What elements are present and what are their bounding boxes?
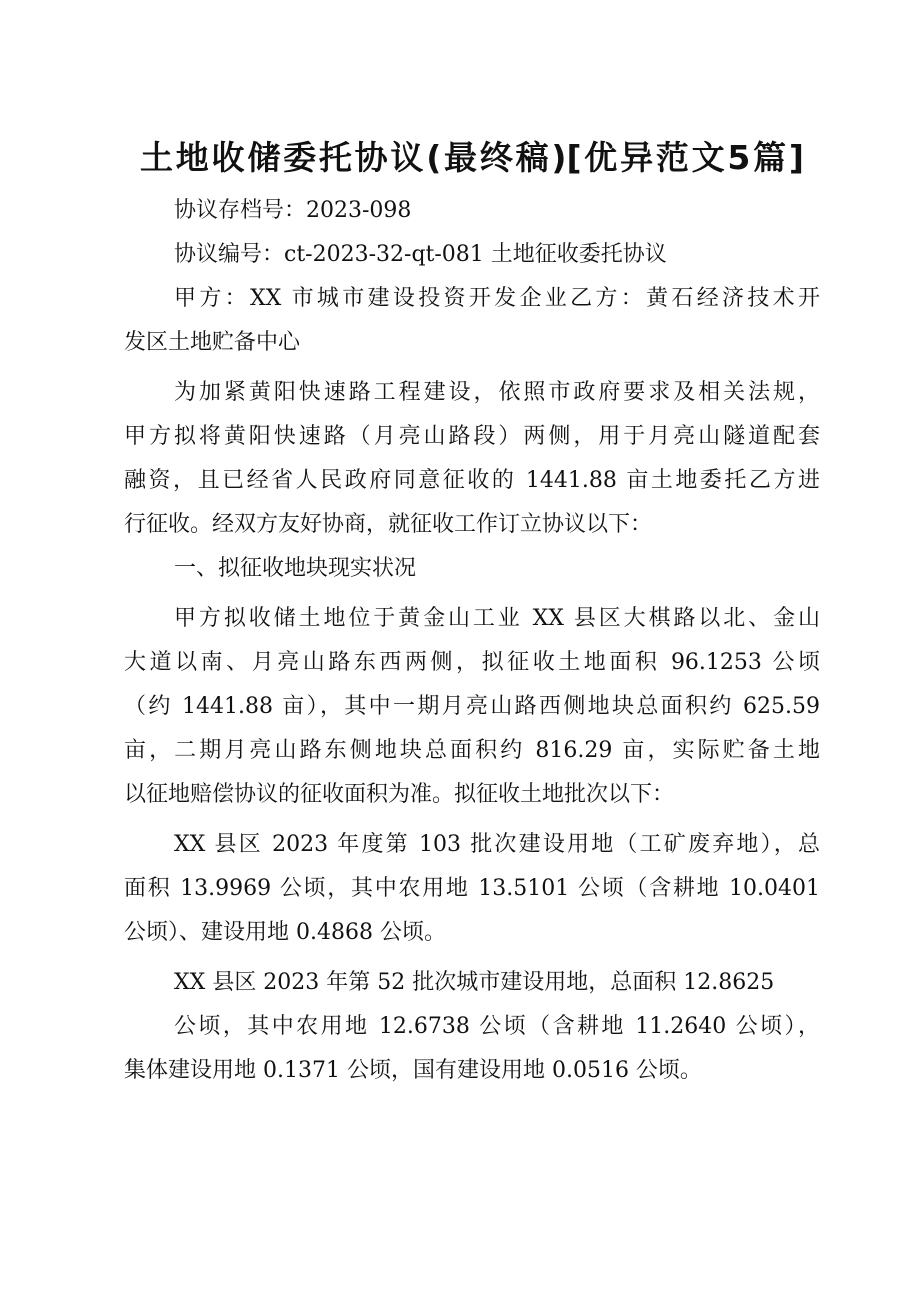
paragraph: [124, 371, 820, 547]
text-line: 发区土地贮备中心: [124, 330, 301, 355]
text-line: 一、拟征收地块现实状况: [174, 556, 417, 581]
paragraph: [124, 547, 820, 591]
paragraph: [124, 961, 820, 1005]
text-line: 甲方：XX 市城市建设投资开发企业乙方：黄石经济技术开: [174, 286, 820, 311]
document-body: [124, 189, 820, 1093]
paragraph: [124, 1005, 820, 1093]
text-line: 集体建设用地 0.1371 公顷，国有建设用地 0.0516 公顷。: [124, 1058, 702, 1083]
text-line: 以征地赔偿协议的征收面积为准。拟征收土地批次以下：: [124, 782, 675, 807]
text-line: 协议编号：ct-2023-32-qt-081 土地征收委托协议: [174, 242, 667, 267]
text-line: XX 县区 2023 年度第 103 批次建设用地（工矿废弃地），总: [174, 832, 820, 857]
paragraph: [124, 233, 820, 277]
text-line: 公顷）、建设用地 0.4868 公顷。: [124, 920, 446, 945]
text-line: 公顷，其中农用地 12.6738 公顷（含耕地 11.2640 公顷），: [174, 1014, 820, 1039]
text-line: 为加紧黄阳快速路工程建设，依照市政府要求及相关法规，: [174, 380, 820, 405]
text-line: 大道以南、月亮山路东西两侧，拟征收土地面积 96.1253 公顷: [124, 650, 820, 675]
text-line: 甲方拟收储土地位于黄金山工业 XX 县区大棋路以北、金山: [174, 606, 820, 631]
text-line: 融资，且已经省人民政府同意征收的 1441.88 亩土地委托乙方进: [124, 468, 820, 493]
text-line: 甲方拟将黄阳快速路（月亮山路段）两侧，用于月亮山隧道配套: [124, 424, 820, 449]
text-line: XX 县区 2023 年第 52 批次城市建设用地，总面积 12.8625: [174, 970, 775, 995]
text-line: 协议存档号：2023-098: [174, 198, 412, 223]
text-line: 亩，二期月亮山路东侧地块总面积约 816.29 亩，实际贮备土地: [124, 738, 820, 763]
document-title: 土地收储委托协议(最终稿)[优异范文5篇]: [140, 138, 804, 177]
paragraph: [124, 823, 820, 955]
paragraph: [124, 277, 820, 365]
text-line: （约 1441.88 亩），其中一期月亮山路西侧地块总面积约 625.59: [124, 694, 820, 719]
text-line: 行征收。经双方友好协商，就征收工作订立协议以下：: [124, 512, 653, 537]
paragraph: [124, 189, 820, 233]
paragraph: [124, 597, 820, 817]
text-line: 面积 13.9969 公顷，其中农用地 13.5101 公顷（含耕地 10.0401: [124, 876, 820, 901]
